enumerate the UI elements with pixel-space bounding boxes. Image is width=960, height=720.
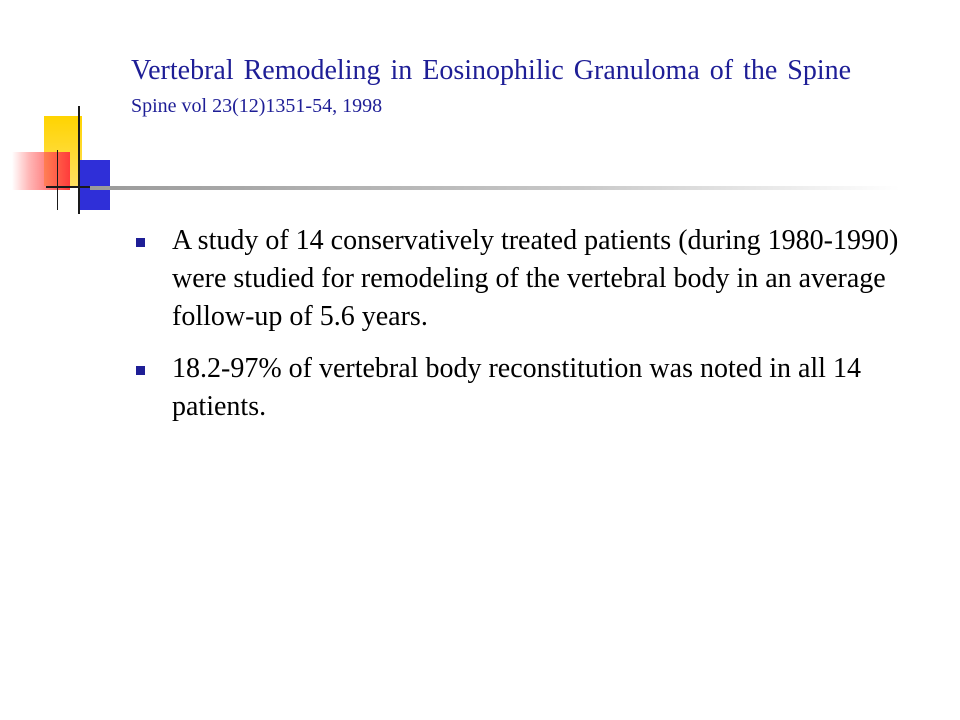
deco-horizontal-line — [46, 186, 96, 188]
bullet-text: 18.2-97% of vertebral body reconstitution was noted in all 14 patients. — [172, 353, 861, 422]
bullet-item — [132, 350, 902, 426]
bullet-item — [132, 222, 902, 336]
deco-vertical-line-secondary — [57, 150, 58, 210]
title-underline-rule — [90, 186, 900, 190]
deco-red-block — [12, 152, 70, 190]
slide-title-main: Vertebral Remodeling in Eosinophilic Granuloma of the Spine — [131, 55, 852, 86]
deco-vertical-line — [78, 106, 80, 214]
slide-title-citation: Spine vol 23(12)1351-54, 1998 — [131, 95, 383, 117]
bullet-square-icon — [136, 366, 145, 375]
slide-title — [131, 52, 911, 120]
bullet-text: A study of 14 conservatively treated patients (during 1980-1990) were studied for remodeling of the vertebral body in an average follow-up of 5.6 years. — [172, 225, 899, 332]
bullet-list — [132, 222, 902, 440]
bullet-square-icon — [136, 238, 145, 247]
deco-blue-block — [80, 160, 110, 210]
